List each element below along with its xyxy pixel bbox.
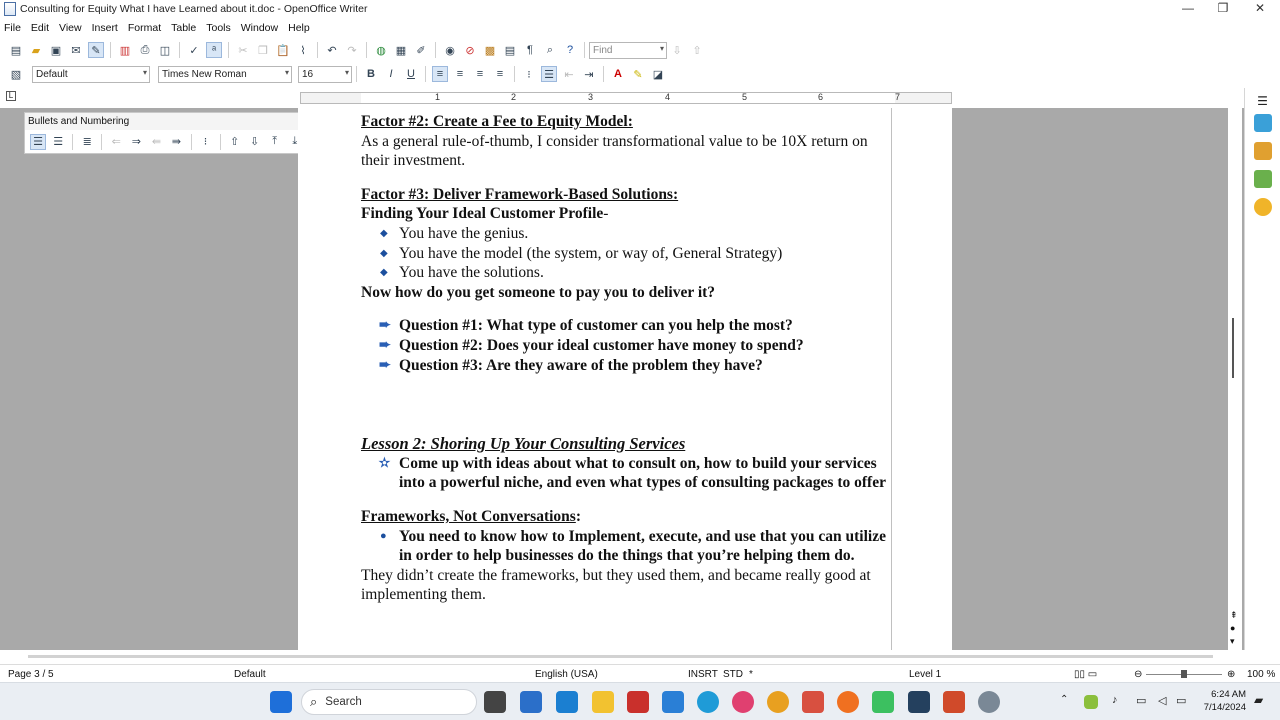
store-icon[interactable]	[520, 691, 542, 713]
properties-icon[interactable]	[1254, 114, 1272, 132]
zoom-icon[interactable]: ⌕	[546, 43, 554, 56]
ruler-number: 7	[895, 92, 901, 102]
page-style-indicator[interactable]: Default	[234, 669, 266, 680]
frameworks-colon: :	[575, 507, 581, 525]
clock[interactable]	[1196, 688, 1246, 714]
bullets-off-icon[interactable]: ☰	[30, 134, 46, 150]
page-indicator[interactable]: Page 3 / 5	[8, 669, 54, 680]
bullets-numbering-title: Bullets and Numbering	[28, 116, 130, 127]
export-pdf-icon[interactable]: ▥	[119, 44, 131, 57]
copy-icon[interactable]: ❐	[258, 44, 268, 57]
separator	[514, 66, 515, 82]
list-item	[361, 454, 891, 493]
chrome-icon[interactable]	[767, 691, 789, 713]
camera-app-icon[interactable]	[732, 691, 754, 713]
navigator-icon[interactable]: ⊘	[465, 44, 475, 57]
tray-app-icon[interactable]	[1084, 695, 1098, 709]
numbering-icon[interactable]: ⁝	[527, 68, 531, 81]
search-label: Search	[325, 696, 362, 708]
clock-time: 6:24 AM	[1211, 689, 1246, 700]
search-icon: ⌕	[310, 694, 318, 709]
hyperlink-icon[interactable]: ◍	[376, 44, 386, 57]
battery-icon[interactable]: ▭	[1176, 695, 1187, 707]
list-item	[361, 527, 891, 566]
minimize-button[interactable]: —	[1182, 1, 1194, 15]
menu-view[interactable]: View	[59, 21, 82, 34]
ruler-text-area	[361, 93, 895, 103]
round-bullet-icon: ●	[380, 529, 387, 542]
print-icon[interactable]: ⎙	[140, 43, 150, 56]
find-previous-icon[interactable]: ⇧	[692, 44, 702, 57]
menu-bar	[0, 19, 1280, 36]
data-sources-icon[interactable]: ▤	[504, 44, 516, 57]
italic-icon[interactable]: I	[389, 68, 393, 80]
selection-mode-indicator[interactable]: STD	[723, 669, 743, 680]
promote-icon[interactable]: ⇐	[111, 136, 121, 148]
chat-app-icon[interactable]	[872, 691, 894, 713]
vertical-scrollbar[interactable]	[1228, 108, 1242, 650]
frameworks-item-text: You need to know how to Implement, execute, and use that you can utilize in order to help businesses do the things that you’re helping them do.	[399, 527, 886, 565]
separator	[366, 42, 367, 58]
outlook-icon[interactable]	[556, 691, 578, 713]
find-next-icon[interactable]: ⇩	[672, 44, 682, 57]
numbering-off-icon[interactable]: ☰	[53, 136, 64, 148]
open-folder-icon[interactable]: ▰	[31, 44, 41, 57]
view-layout-icon[interactable]: ▯▯ ▭	[1074, 669, 1098, 680]
styles-formatting-icon[interactable]: ▧	[10, 68, 22, 81]
edit-mode-icon[interactable]: ✎	[88, 42, 104, 58]
menu-file[interactable]: File	[4, 21, 21, 34]
format-paintbrush-icon[interactable]: ⌇	[300, 44, 306, 57]
cut-icon[interactable]: ✂	[238, 44, 248, 57]
font-size-select[interactable]	[298, 66, 352, 83]
lesson2-item-text: Come up with ideas about what to consult on, how to build your services into a powerful niche, and even what types of consulting packages to offer	[399, 454, 886, 492]
chevron-down-icon[interactable]: ▾	[142, 67, 147, 77]
menu-format[interactable]: Format	[127, 21, 162, 34]
sidebar-menu-icon[interactable]: ☰	[1257, 94, 1268, 108]
insert-mode-indicator[interactable]: INSRT	[688, 669, 718, 680]
bullet-text: You have the solutions.	[399, 264, 544, 282]
list-item	[361, 336, 891, 356]
bullets-numbering-icons	[25, 130, 345, 153]
display-icon[interactable]: ▭	[1136, 695, 1147, 707]
lesson2-heading: Lesson 2: Shoring Up Your Consulting Services	[361, 434, 686, 454]
modified-indicator: *	[749, 669, 753, 680]
app-grid-icon[interactable]	[943, 691, 965, 713]
decrease-indent-icon[interactable]: ⇤	[564, 68, 574, 81]
chevron-down-icon[interactable]: ▾	[284, 67, 289, 77]
volume-icon[interactable]: ◁	[1158, 695, 1167, 707]
ruler-number: 2	[511, 92, 517, 102]
styles-icon[interactable]	[1254, 142, 1272, 160]
font-name-value: Times New Roman	[162, 68, 247, 80]
spacer	[361, 302, 891, 316]
align-center-icon[interactable]: ≡	[456, 68, 464, 80]
print-preview-icon[interactable]: ◫	[159, 44, 171, 57]
justify-icon[interactable]: ≡	[496, 68, 504, 80]
menu-tools[interactable]: Tools	[206, 21, 231, 34]
formatting-marks-icon[interactable]: ¶	[527, 44, 533, 56]
separator	[72, 134, 73, 150]
move-up-with-subpoints-icon[interactable]: ⤒	[272, 135, 278, 147]
language-indicator[interactable]: English (USA)	[535, 669, 598, 680]
find-input[interactable]	[589, 42, 667, 59]
window-title: Consulting for Equity What I have Learned about it.doc - OpenOffice Writer	[20, 3, 368, 15]
separator	[220, 134, 221, 150]
openoffice-icon[interactable]	[662, 691, 684, 713]
sidebar-panel	[1244, 88, 1280, 650]
close-button[interactable]: ✕	[1254, 1, 1266, 15]
list-item	[361, 356, 891, 376]
separator	[110, 42, 111, 58]
spacer	[361, 171, 891, 185]
move-down-with-subpoints-icon[interactable]: ⤓	[292, 135, 298, 147]
profile-heading: Finding Your Ideal Customer Profile	[361, 205, 604, 223]
numbering-first-icon[interactable]: ≣	[82, 136, 92, 148]
arrow-bullet-icon: ➨	[379, 357, 391, 373]
document-content[interactable]	[361, 112, 891, 605]
separator	[179, 42, 180, 58]
start-icon[interactable]	[270, 691, 292, 713]
paragraph-style-value: Default	[36, 68, 68, 80]
move-up-icon[interactable]: ⇧	[229, 136, 240, 148]
separator	[584, 42, 585, 58]
factor3-heading: Factor #3: Deliver Framework-Based Solutions:	[361, 185, 679, 203]
settings-icon[interactable]	[978, 691, 1000, 713]
bullets-icon[interactable]: ☰	[541, 66, 557, 82]
star-bullet-icon: ✫	[379, 454, 390, 470]
separator	[356, 66, 357, 82]
find-placeholder: Find	[593, 44, 613, 56]
table-icon[interactable]: ▦	[395, 44, 407, 57]
title-bar	[0, 0, 1280, 18]
underline-icon[interactable]: U	[407, 68, 415, 80]
menu-help[interactable]: Help	[288, 21, 310, 34]
standard-toolbar	[0, 37, 1280, 63]
bullets-numbering-titlebar[interactable]	[25, 113, 345, 130]
gallery-icon[interactable]: ▩	[484, 44, 496, 57]
menu-insert[interactable]: Insert	[91, 21, 118, 34]
align-left-icon[interactable]: ≡	[432, 66, 448, 82]
scrollbar-track[interactable]	[28, 655, 1213, 658]
align-right-icon[interactable]: ≡	[476, 68, 484, 80]
list-item	[361, 244, 891, 264]
spellcheck-icon[interactable]: ✓	[189, 44, 199, 57]
ruler-number: 3	[588, 92, 594, 102]
ruler-number: 5	[742, 92, 748, 102]
factor2-heading: Factor #2: Create a Fee to Equity Model:	[361, 113, 633, 130]
new-document-icon[interactable]: ▤	[10, 44, 22, 57]
paste-icon[interactable]: 📋	[276, 44, 290, 57]
question-text: Question #1: What type of customer can you help the most?	[399, 317, 793, 335]
taskbar-search[interactable]	[301, 689, 477, 715]
bullet-text: You have the model (the system, or way of, General Strategy)	[399, 244, 783, 262]
frameworks-heading-line	[361, 507, 891, 527]
zoom-slider-knob[interactable]	[1181, 670, 1187, 678]
move-down-icon[interactable]: ⇩	[250, 136, 260, 148]
font-color-icon[interactable]: A	[614, 68, 622, 80]
profile-heading-line	[361, 204, 891, 224]
ruler-bar	[0, 88, 1280, 108]
tray-overflow-icon[interactable]: ⌃	[1060, 694, 1069, 705]
demote-icon[interactable]: ⇒	[131, 136, 141, 148]
factor2-text: As a general rule-of-thumb, I consider transformational value to be 10X return on their investment.	[361, 132, 868, 170]
diamond-bullet-icon: ◆	[380, 227, 388, 239]
navigation-dot-icon[interactable]: ●	[1230, 623, 1236, 633]
list-item	[361, 316, 891, 336]
separator	[317, 42, 318, 58]
ruler-number: 4	[665, 92, 671, 102]
clock-date: 7/14/2024	[1203, 702, 1246, 713]
arrow-bullet-icon: ➨	[379, 318, 391, 334]
save-icon[interactable]: ▣	[50, 44, 62, 57]
horizontal-ruler[interactable]	[300, 92, 952, 104]
spacer	[361, 493, 891, 507]
horizontal-scrollbar[interactable]	[0, 650, 1244, 664]
microphone-icon[interactable]: ♪	[1112, 694, 1118, 706]
autospellcheck-icon[interactable]: ᵃ	[206, 42, 222, 58]
menu-window[interactable]: Window	[240, 21, 279, 34]
ruler-number: 1	[435, 92, 441, 102]
email-icon[interactable]: ✉	[71, 44, 81, 57]
find-replace-icon[interactable]: ◉	[445, 44, 455, 57]
bullet-text: You have the genius.	[399, 224, 529, 242]
formatting-toolbar	[0, 61, 1280, 87]
chevron-down-icon[interactable]: ▾	[659, 43, 664, 53]
diamond-bullet-icon: ◆	[380, 247, 388, 259]
font-size-value: 16	[302, 68, 314, 80]
question-text: Question #2: Does your ideal customer have money to spend?	[399, 336, 804, 354]
question-text: Question #3: Are they aware of the problem they have?	[399, 356, 763, 374]
bold-icon[interactable]: B	[367, 68, 375, 80]
arrow-bullet-icon: ➨	[379, 337, 391, 353]
maximize-button[interactable]: ❐	[1217, 1, 1229, 15]
separator	[435, 42, 436, 58]
page-margin-guide	[891, 108, 892, 650]
separator	[228, 42, 229, 58]
status-bar	[0, 664, 1280, 682]
next-page-icon[interactable]: ▾	[1230, 636, 1235, 646]
font-name-select[interactable]	[158, 66, 292, 83]
notifications-icon[interactable]: ▰	[1254, 693, 1264, 707]
redo-icon[interactable]: ↷	[347, 44, 357, 57]
spacer	[361, 375, 891, 434]
show-draw-functions-icon[interactable]: ✐	[416, 44, 426, 57]
background-color-icon[interactable]: ◪	[652, 68, 664, 81]
promote-with-subpoints-icon[interactable]: ⇚	[151, 136, 162, 148]
outline-level-indicator: Level 1	[909, 669, 942, 680]
separator	[101, 134, 102, 150]
separator	[425, 66, 426, 82]
list-item	[361, 224, 891, 244]
firefox-icon[interactable]	[837, 691, 859, 713]
previous-page-icon[interactable]: ⇞	[1230, 610, 1238, 620]
profile-dash: -	[603, 205, 609, 223]
list-item	[361, 263, 891, 283]
question-lead: Now how do you get someone to pay you to deliver it?	[361, 283, 716, 301]
gallery-icon[interactable]	[1254, 170, 1272, 188]
zoom-level[interactable]: 100 %	[1247, 669, 1276, 680]
demote-with-subpoints-icon[interactable]: ⇛	[171, 136, 182, 148]
writer-app-icon	[4, 2, 16, 16]
highlighting-icon[interactable]: ✎	[633, 68, 643, 81]
snipping-tool-icon[interactable]	[802, 691, 824, 713]
tab-stop-icon[interactable]: L	[6, 91, 16, 101]
ruler-number: 6	[818, 92, 824, 102]
chevron-down-icon[interactable]: ▾	[344, 67, 349, 77]
zoom-out-icon[interactable]: ⊖	[1134, 669, 1143, 680]
task-view-icon[interactable]	[484, 691, 506, 713]
increase-indent-icon[interactable]: ⇥	[584, 68, 594, 81]
menu-edit[interactable]: Edit	[30, 21, 50, 34]
undo-icon[interactable]: ↶	[327, 44, 337, 57]
zoom-in-icon[interactable]: ⊕	[1227, 669, 1236, 680]
document-page[interactable]	[298, 108, 952, 650]
help-icon[interactable]: ?	[566, 44, 574, 56]
acrobat-icon[interactable]	[627, 691, 649, 713]
insert-unnumbered-entry-icon[interactable]: ⁝	[203, 136, 208, 148]
menu-table[interactable]: Table	[171, 21, 197, 34]
separator	[191, 134, 192, 150]
navigator-icon[interactable]	[1254, 198, 1272, 216]
paragraph-style-select[interactable]	[32, 66, 150, 83]
edge-icon[interactable]	[697, 691, 719, 713]
frameworks-heading: Frameworks, Not Conversations	[361, 507, 576, 525]
calendar-icon[interactable]	[908, 691, 930, 713]
windows-taskbar	[0, 682, 1280, 720]
diamond-bullet-icon: ◆	[380, 267, 388, 279]
scrollbar-thumb[interactable]	[1232, 318, 1234, 378]
closing-text: They didn’t create the frameworks, but they used them, and became really good at implementing them.	[361, 566, 871, 604]
file-explorer-icon[interactable]	[592, 691, 614, 713]
separator	[603, 66, 604, 82]
